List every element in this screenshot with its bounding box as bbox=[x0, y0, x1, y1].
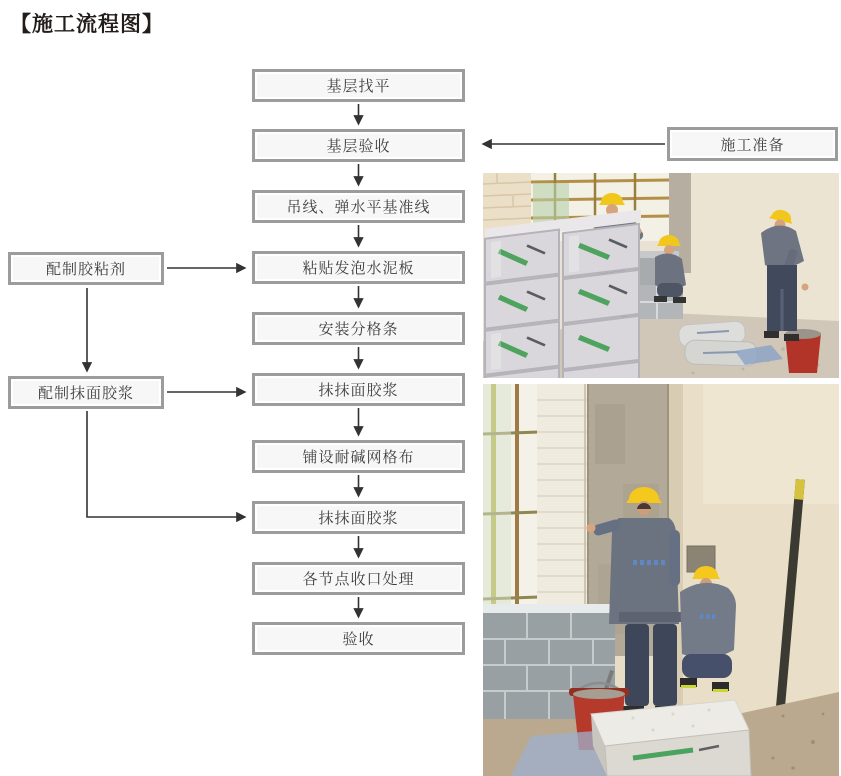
flow-step-label: 铺设耐碱网格布 bbox=[302, 449, 415, 466]
flow-step-label: 粘贴发泡水泥板 bbox=[302, 260, 415, 277]
flow-step-label: 安装分格条 bbox=[318, 321, 399, 338]
flow-step-prepare-adhesive bbox=[8, 252, 164, 285]
flow-step-base-leveling bbox=[252, 69, 465, 102]
flow-step-label: 验收 bbox=[342, 631, 375, 648]
page-title: 【施工流程图】 bbox=[10, 13, 164, 36]
brick-column bbox=[537, 384, 587, 642]
foam-board-package bbox=[591, 700, 751, 776]
construction-photo-install bbox=[483, 384, 839, 776]
flow-step-datum-lines bbox=[252, 190, 465, 223]
flow-step-label: 吊线、弹水平基准线 bbox=[286, 199, 431, 216]
flow-step-final-acceptance bbox=[252, 622, 465, 655]
flow-step-label: 基层找平 bbox=[326, 78, 391, 95]
flow-step-label: 配制胶粘剂 bbox=[45, 261, 126, 278]
flow-step-prepare-mortar bbox=[8, 376, 164, 409]
flow-step-apply-coat-2 bbox=[252, 501, 465, 534]
flow-step-construction-prep bbox=[667, 127, 838, 161]
flow-step-label: 基层验收 bbox=[326, 138, 391, 155]
foam-board-stack bbox=[485, 210, 641, 378]
flow-step-node-finishing bbox=[252, 562, 465, 595]
flow-step-label: 抹抹面胶浆 bbox=[318, 382, 399, 399]
flow-step-base-acceptance bbox=[252, 129, 465, 162]
flow-step-paste-boards bbox=[252, 251, 465, 284]
flow-step-label: 施工准备 bbox=[720, 136, 785, 154]
flow-step-mesh-cloth bbox=[252, 440, 465, 473]
construction-photo-boards bbox=[483, 173, 839, 378]
flow-step-divider-strips bbox=[252, 312, 465, 345]
flow-step-apply-coat-1 bbox=[252, 373, 465, 406]
flow-step-label: 配制抹面胶浆 bbox=[37, 385, 134, 402]
arrow-mortar-to-coat2 bbox=[87, 411, 245, 517]
flow-step-label: 各节点收口处理 bbox=[302, 571, 415, 588]
flow-step-label: 抹抹面胶浆 bbox=[318, 510, 399, 527]
